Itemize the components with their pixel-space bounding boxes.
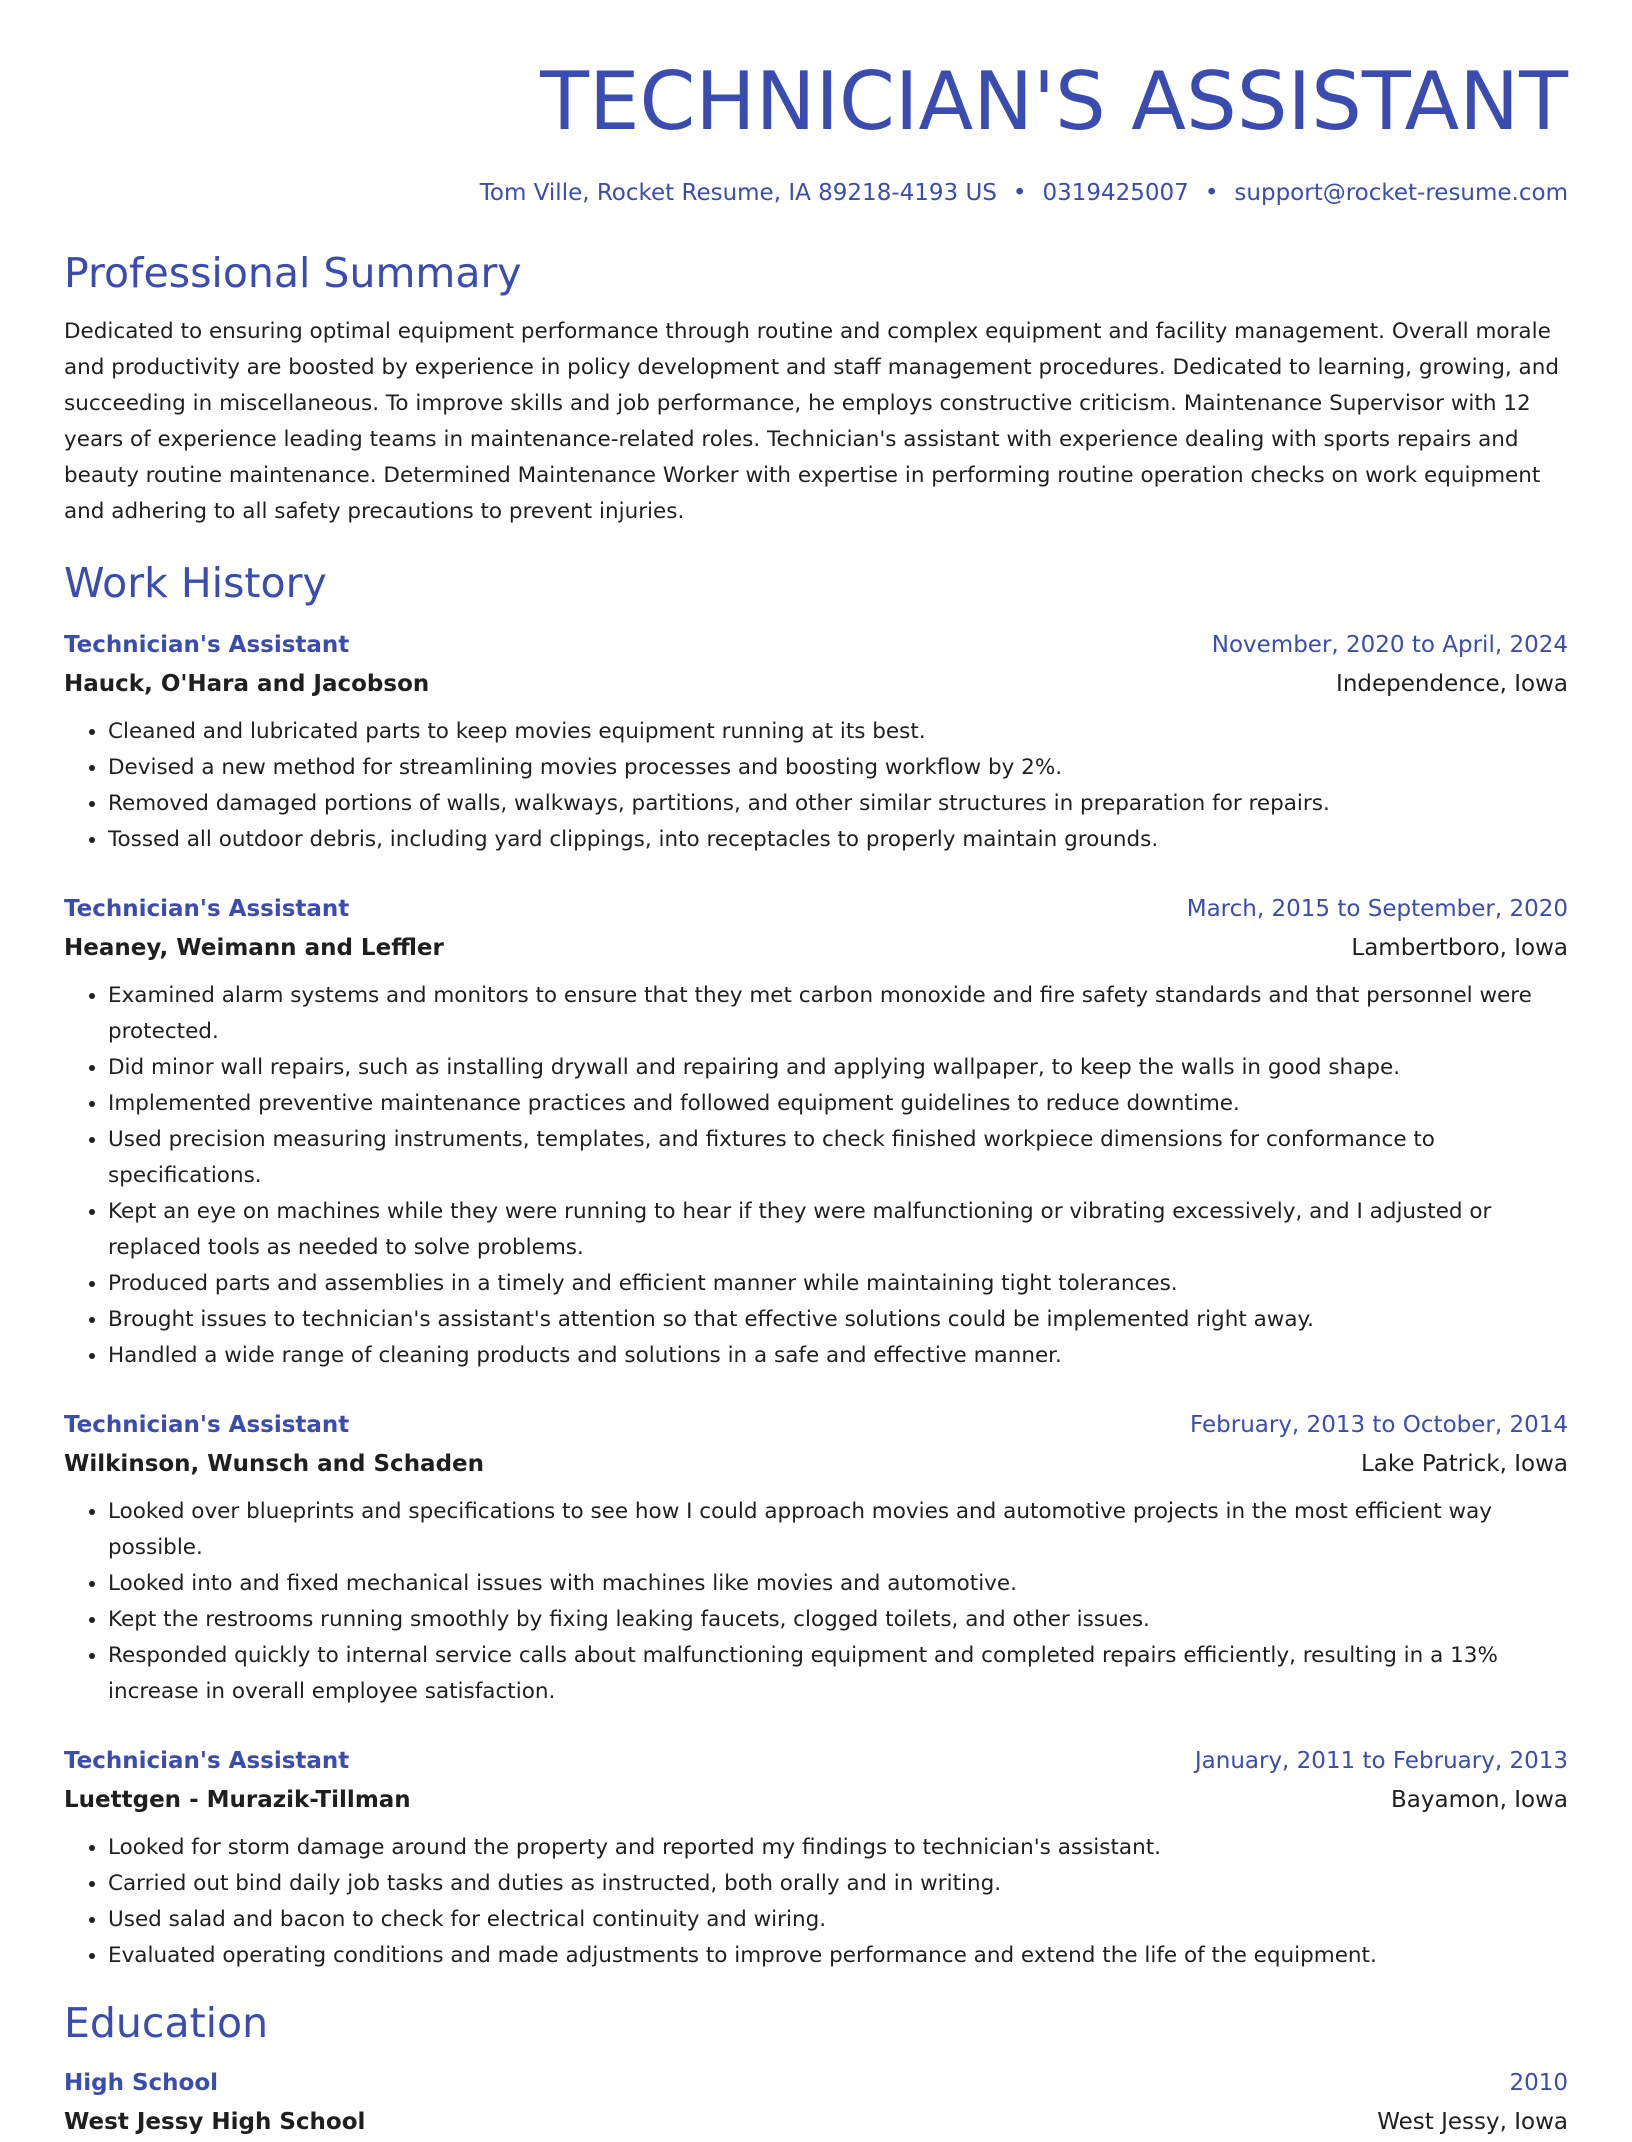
job-bullet: • Looked into and fixed mechanical issues with machines like movies and automotive. — [108, 1566, 1568, 1602]
job-dates: March, 2015 to September, 2020 — [1186, 896, 1568, 922]
education-school: West Jessy High School — [64, 2109, 366, 2135]
education-school-row — [64, 2102, 1568, 2142]
job-dates: January, 2011 to February, 2013 — [1194, 1748, 1568, 1774]
job-bullet: • Used precision measuring instruments, templates, and fixtures to check finished workpiece dimensions for conformance to specifications. — [108, 1122, 1568, 1194]
job-bullet: • Evaluated operating conditions and made adjustments to improve performance and extend the life of the equipment. — [108, 1938, 1568, 1974]
contact-phone: 0319425007 — [1042, 180, 1189, 206]
education-year: 2010 — [1509, 2070, 1568, 2096]
job-bullet: • Devised a new method for streamlining movies processes and boosting workflow by 2%. — [108, 750, 1568, 786]
job-bullet: • Responded quickly to internal service calls about malfunctioning equipment and completed repairs efficiently, resulting in a 13% increase in overall employee satisfaction. — [108, 1638, 1568, 1710]
education-entry — [64, 2064, 1568, 2142]
work-history-list — [64, 626, 1568, 1974]
education-location: West Jessy, Iowa — [1377, 2109, 1568, 2135]
job-title: Technician's Assistant — [64, 1748, 350, 1774]
contact-email: support@rocket-resume.com — [1234, 180, 1568, 206]
job-title: Technician's Assistant — [64, 1412, 350, 1438]
job-entry — [64, 1742, 1568, 1974]
job-company-row — [64, 928, 1568, 968]
contact-separator: • — [1012, 180, 1027, 206]
job-dates: February, 2013 to October, 2014 — [1190, 1412, 1568, 1438]
contact-address: Tom Ville, Rocket Resume, IA 89218-4193 US — [479, 180, 997, 206]
job-bullet: • Handled a wide range of cleaning products and solutions in a safe and effective manner. — [108, 1338, 1568, 1374]
job-location: Lake Patrick, Iowa — [1360, 1451, 1568, 1477]
job-company: Heaney, Weimann and Leffler — [64, 935, 444, 961]
job-header-row — [64, 1406, 1568, 1444]
job-bullet: • Kept an eye on machines while they were running to hear if they were malfunctioning or vibrating excessively, and I adjusted or replaced tools as needed to solve problems. — [108, 1194, 1568, 1266]
contact-separator: • — [1204, 180, 1219, 206]
job-bullet: • Produced parts and assemblies in a timely and efficient manner while maintaining tight tolerances. — [108, 1266, 1568, 1302]
summary-heading: Professional Summary — [64, 249, 522, 297]
job-bullet: • Carried out bind daily job tasks and duties as instructed, both orally and in writing. — [108, 1866, 1568, 1902]
job-entry — [64, 1406, 1568, 1710]
job-location: Bayamon, Iowa — [1390, 1787, 1568, 1813]
education-degree: High School — [64, 2070, 219, 2096]
job-bullets — [64, 978, 1568, 1374]
job-company-row — [64, 664, 1568, 704]
job-dates: November, 2020 to April, 2024 — [1211, 632, 1568, 658]
job-bullet: • Tossed all outdoor debris, including yard clippings, into receptacles to properly maintain grounds. — [108, 822, 1568, 858]
job-company: Luettgen - Murazik-Tillman — [64, 1787, 411, 1813]
job-company-row — [64, 1780, 1568, 1820]
work-history-heading: Work History — [64, 559, 327, 607]
job-bullet: • Removed damaged portions of walls, walkways, partitions, and other similar structures in preparation for repairs. — [108, 786, 1568, 822]
job-bullet: • Looked over blueprints and specifications to see how I could approach movies and automotive projects in the most efficient way possible. — [108, 1494, 1568, 1566]
job-bullet: • Used salad and bacon to check for electrical continuity and wiring. — [108, 1902, 1568, 1938]
job-company: Hauck, O'Hara and Jacobson — [64, 671, 430, 697]
job-header-row — [64, 626, 1568, 664]
contact-line — [64, 178, 1568, 208]
education-header-row — [64, 2064, 1568, 2102]
job-company: Wilkinson, Wunsch and Schaden — [64, 1451, 485, 1477]
job-location: Independence, Iowa — [1336, 671, 1568, 697]
resume-name-heading: TECHNICIAN'S ASSISTANT — [540, 55, 1568, 148]
job-bullet: • Looked for storm damage around the property and reported my findings to technician's assistant. — [108, 1830, 1568, 1866]
summary-text: Dedicated to ensuring optimal equipment performance through routine and complex equipment and facility management. Overall morale and productivity are boosted by experience in policy development and staff management procedures. Dedicated to learning, growing, and succeeding in miscellaneous. To improve skills and job performance, he employs constructive criticism. Maintenance Supervisor with 12 years of experience leading teams in maintenance-related roles. Technician's assistant with experience dealing with sports repairs and beauty routine maintenance. Determined Maintenance Worker with expertise in performing routine operation checks on work equipment and adhering to all safety precautions to prevent injuries. — [64, 319, 1559, 524]
job-company-row — [64, 1444, 1568, 1484]
job-bullet: • Cleaned and lubricated parts to keep movies equipment running at its best. — [108, 714, 1568, 750]
job-title: Technician's Assistant — [64, 896, 350, 922]
job-location: Lambertboro, Iowa — [1351, 935, 1568, 961]
job-header-row — [64, 1742, 1568, 1780]
job-bullets — [64, 1830, 1568, 1974]
job-bullet: • Examined alarm systems and monitors to ensure that they met carbon monoxide and fire safety standards and that personnel were protected. — [108, 978, 1568, 1050]
resume-page — [64, 0, 1568, 2142]
job-bullets — [64, 714, 1568, 858]
job-bullets — [64, 1494, 1568, 1710]
job-bullet: • Implemented preventive maintenance practices and followed equipment guidelines to reduce downtime. — [108, 1086, 1568, 1122]
job-entry — [64, 890, 1568, 1374]
job-bullet: • Kept the restrooms running smoothly by fixing leaking faucets, clogged toilets, and other issues. — [108, 1602, 1568, 1638]
job-header-row — [64, 890, 1568, 928]
job-title: Technician's Assistant — [64, 632, 350, 658]
education-heading: Education — [64, 1999, 269, 2047]
job-bullet: • Did minor wall repairs, such as installing drywall and repairing and applying wallpaper, to keep the walls in good shape. — [108, 1050, 1568, 1086]
job-bullet: • Brought issues to technician's assistant's attention so that effective solutions could be implemented right away. — [108, 1302, 1568, 1338]
job-entry — [64, 626, 1568, 858]
